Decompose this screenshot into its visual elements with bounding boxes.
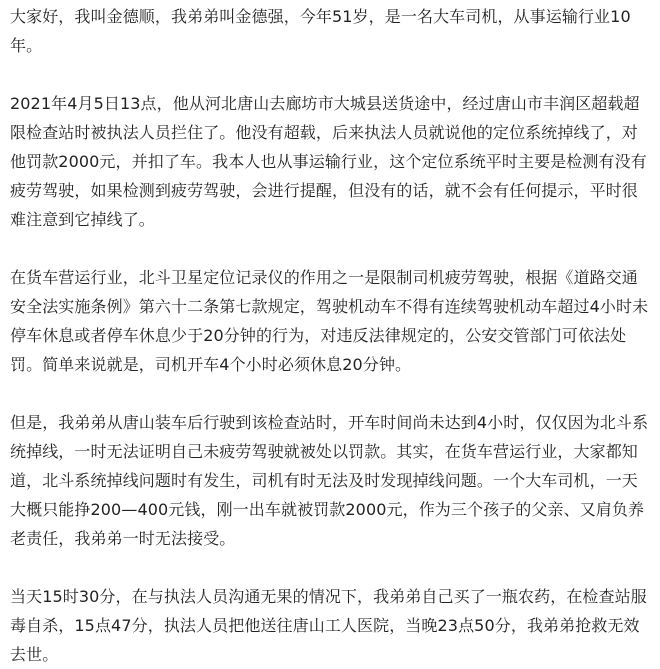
paragraph-complaint: 但是，我弟弟从唐山装车后行驶到该检查站时，开车时间尚未达到4小时，仅仅因为北斗系统掉线，一时无法证明自己未疲劳驾驶就被处以罚款。其实，在货车营运行业，大家都知道，北斗系统掉线问题时有发生，司机有时无法及时发现掉线问题。一个大车司机，一天大概只能挣200—400元钱，刚一出车就被罚款2000元，作为三个孩子的父亲、又肩负养老责任，我弟弟一时无法接受。 — [10, 413, 649, 548]
paragraph-intro: 大家好，我叫金德顺，我弟弟叫金德强，今年51岁，是一名大车司机，从事运输行业10年。 — [10, 7, 631, 55]
paragraph-regulation: 在货车营运行业，北斗卫星定位记录仪的作用之一是限制司机疲劳驾驶，根据《道路交通安全法实施条例》第六十二条第七款规定，驾驶机动车不得有连续驾驶机动车超过4小时未停车休息或者停车休息少于20分钟的行为，对违反法律规定的，公安交管部门可依法处罚。简单来说就是，司机开车4个小时必须休息20分钟。 — [10, 268, 649, 374]
paragraph-incident: 2021年4月5日13点，他从河北唐山去廊坊市大城县送货途中，经过唐山市丰润区超载超限检查站时被执法人员拦住了。他没有超载，后来执法人员就说他的定位系统掉线了，对他罚款2000元，并扣了车。我本人也从事运输行业，这个定位系统平时主要是检测有没有疲劳驾驶，如果检测到疲劳驾驶，会进行提醒，但没有的话，就不会有任何提示，平时很难注意到它掉线了。 — [10, 94, 647, 229]
paragraph-outcome: 当天15时30分，在与执法人员沟通无果的情况下，我弟弟自己买了一瓶农药，在检查站服毒自杀，15点47分，执法人员把他送往唐山工人医院，当晚23点50分，我弟弟抢救无效去世。 — [10, 587, 647, 664]
